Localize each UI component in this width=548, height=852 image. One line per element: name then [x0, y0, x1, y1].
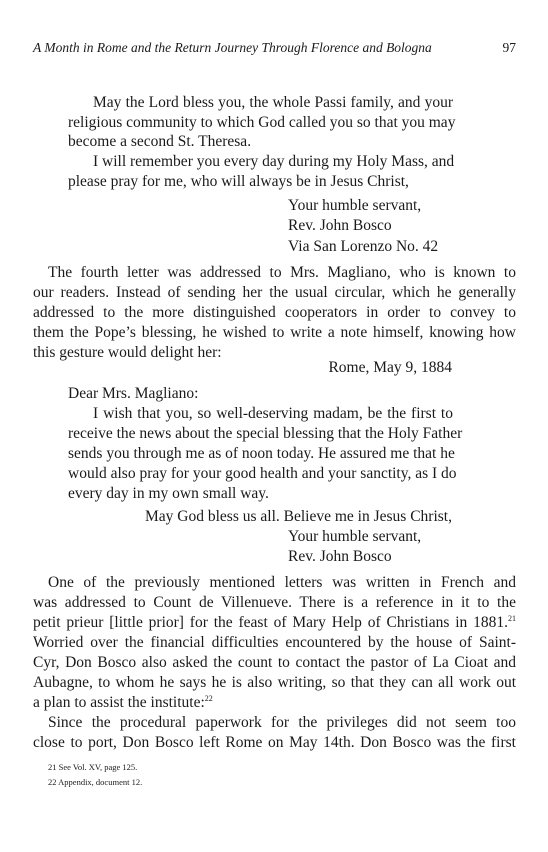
- text-line: them the Pope’s blessing, he wished to write a note himself, knowing how: [33, 324, 516, 341]
- footnote-number: 22: [48, 777, 57, 787]
- text-line: The fourth letter was addressed to Mrs. Magliano, who is known to: [48, 264, 516, 281]
- text-line: [33, 693, 213, 713]
- page-number: 97: [502, 40, 516, 55]
- text-line: close to port, Don Bosco left Rome on May 14th. Don Bosco was the first: [33, 734, 516, 751]
- text-line: religious community to which God called you so that you may: [68, 114, 456, 131]
- text-line: One of the previously mentioned letters was written in French and: [48, 574, 516, 591]
- text-line: Aubagne, to whom he says he is also writing, so that they can all work out: [33, 674, 516, 691]
- text-line: Since the procedural paperwork for the privileges did not seem too: [48, 714, 516, 731]
- text-line-content: a plan to assist the institute:: [33, 694, 205, 711]
- text-line: May the Lord bless you, the whole Passi family, and your: [93, 94, 453, 111]
- text-line: our readers. Instead of sending her the usual circular, which he generally: [33, 284, 516, 301]
- footnote-text: Appendix, document 12.: [58, 777, 143, 787]
- footnote: [48, 777, 142, 787]
- closing-line: May God bless us all. Believe me in Jesus Christ,: [145, 508, 452, 525]
- signature-line: Rev. John Bosco: [288, 548, 392, 565]
- text-line: Cyr, Don Bosco also asked the count to contact the pastor of La Cioat and: [33, 654, 516, 671]
- footnote: [48, 762, 137, 772]
- text-line: [33, 613, 516, 633]
- signature-line: Via San Lorenzo No. 42: [288, 238, 439, 255]
- text-line: every day in my own small way.: [68, 485, 269, 502]
- footnote-text: See Vol. XV, page 125.: [58, 762, 138, 772]
- footnote-number: 21: [48, 762, 57, 772]
- salutation: Dear Mrs. Magliano:: [68, 385, 199, 402]
- dateline: Rome, May 9, 1884: [328, 359, 452, 376]
- text-line: this gesture would delight her:: [33, 344, 222, 361]
- running-header: [33, 40, 516, 56]
- text-line: receive the news about the special blessing that the Holy Father: [68, 425, 463, 442]
- text-line: Worried over the financial difficulties encountered by the house of Saint-: [33, 634, 516, 651]
- text-line: would also pray for your good health and your sanctity, as I do: [68, 465, 457, 482]
- text-line: addressed to the more distinguished cooperators in order to convey to: [33, 304, 516, 321]
- text-line: I will remember you every day during my Holy Mass, and: [93, 153, 455, 170]
- signature-line: Your humble servant,: [288, 197, 422, 214]
- text-line: I wish that you, so well-deserving madam, be the first to: [93, 405, 453, 422]
- text-line: was addressed to Count de Villenueve. There is a reference in it to the: [33, 594, 516, 611]
- signature-line: Your humble servant,: [288, 528, 422, 545]
- signature-line: Rev. John Bosco: [288, 217, 392, 234]
- text-line-content: petit prieur [little prior] for the feast of Mary Help of Christians in 1881.: [33, 614, 508, 631]
- text-line: sends you through me as of noon today. He assured me that he: [68, 445, 455, 462]
- running-title: A Month in Rome and the Return Journey Through Florence and Bologna: [33, 40, 432, 55]
- text-line: please pray for me, who will always be in Jesus Christ,: [68, 173, 409, 190]
- footnote-ref: 22: [204, 693, 213, 703]
- footnote-ref: 21: [508, 613, 516, 623]
- text-line: become a second St. Theresa.: [68, 133, 252, 150]
